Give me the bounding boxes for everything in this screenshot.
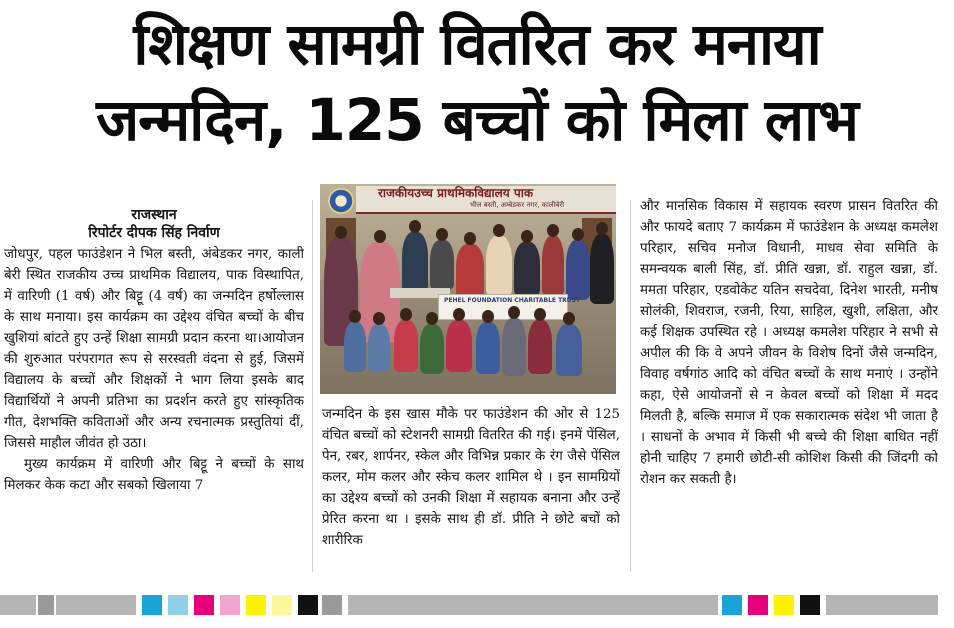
child [394,320,418,372]
headline-line-2: जन्मदिन, 125 बच्चों को मिला लाभ [96,86,858,154]
color-swatch [246,595,266,615]
color-swatch [142,595,162,615]
person [566,240,590,300]
color-swatch [722,595,742,615]
person [590,234,614,304]
child [556,324,582,376]
head [400,308,412,321]
head [335,226,347,239]
person [486,236,512,296]
head [596,222,608,235]
byline-location: राजस्थान [131,207,177,223]
color-swatch [272,595,292,615]
article-column-2 [322,404,620,576]
article-column-1 [4,206,304,576]
color-swatch [194,595,214,615]
byline-reporter: रिपोर्टर दीपक सिंह निर्वाण [88,225,220,241]
child [528,320,552,374]
headline-line-1: शिक्षण सामग्री वितरित कर मनाया [133,10,821,78]
color-swatch [168,595,188,615]
paragraph: जन्मदिन के इस खास मौके पर फाउंडेशन की ओर से 125 वंचित बच्चों को स्टेशनरी सामग्री वितरित की गई। इनमें पेंसिल, पेन, रबर, शार्पनर, स्केल और विभिन्न प्रकार के रंग जैसे पेंसिल कलर, मोम कलर और स्केच कलर शामिल थे । इन सामग्रियों का उद्देश्य बच्चों को उनकी शिक्षा में सहायक बनाना और उन्हें प्रेरित करना था । इसके साथ ही डॉ. प्रीति ने छोटे बचों को शारीरिक [322,407,620,548]
color-swatch [220,595,240,615]
head [534,308,546,321]
head [493,224,505,237]
person [402,232,428,292]
child [420,324,444,374]
head [547,224,559,237]
head [373,312,385,325]
head [482,310,494,323]
color-swatch [0,595,36,615]
child [368,324,390,372]
paragraph: मुख्य कार्यक्रम में वारिणी और बिट्टू ने बच्चों के साथ मिलकर केक कटा और सबको खिलाया 7 [4,457,304,493]
child [476,322,500,374]
head [409,220,421,233]
head [464,232,476,245]
child [446,320,472,372]
color-swatch [56,595,136,615]
color-swatch [774,595,794,615]
person [456,244,484,300]
banner-text: PEHEL FOUNDATION CHARITABLE TRUST [444,297,581,304]
color-swatch [748,595,768,615]
head [508,306,520,319]
color-swatch [322,595,342,615]
head [453,308,465,321]
signboard-text: राजकीयउच्च प्राथमिकविद्यालय पाक [378,186,534,200]
person [514,242,540,296]
paragraph: जोधपुर, पहल फाउंडेशन ने भिल बस्ती, अंबेडकर नगर, काली बेरी स्थित राजकीय उच्च प्राथमिक विद्यालय, पाक विस्थापित, में वारिणी (1 वर्ष) और बिट्टू (4 वर्ष) का जन्मदिन हर्षोल्लास के साथ मनाया। इस कार्यक्रम का उद्देश्य वंचित बच्चों के बीच खुशियां बांटते हुए उन्हें शिक्षा सामग्री प्रदान करना था।आयोजन की शुरुआत परंपरागत रूप से सरस्वती वंदना से हुई, जिसमें विद्यालय के बच्चों और शिक्षकों ने भाग लिया इसके बाद विद्यार्थियों ने अपनी प्रतिभा का प्रदर्शन करते हुए सांस्कृतिक गीत, देशभक्ति कविताओं और अन्य रचनात्मक प्रस्तुतियां दीं, जिससे माहौल जीवंत हो उठा। [4,247,304,451]
head [436,228,448,241]
school-logo-icon [328,188,354,214]
paragraph: और मानसिक विकास में सहायक स्वरण प्रासन वितरित की और फायदे बताए 7 कार्यक्रम में फाउंडेशन के अध्यक्ष कमलेश परिहार, सचिव मनोज विधानी, माधव सेवा समिति के समन्वयक बाली सिंह, डॉ. प्रीति खन्ना, डॉ. राहुल खन्ना, डॉ. ममता परिहार, एडवोकेट यतिन सचदेवा, दिनेश भारती, मनीष सोलंकी, शिवराज, रजनी, रिया, साहिल, खुशी, लक्षिता, और कई शिक्षक उपस्थित रहे । अध्यक्ष कमलेश परिहार ने सभी से अपील की कि वे अपने जीवन के विशेष दिनों जैसे जन्मदिन, विवाह वर्षगांठ आदि को वंचित बच्चों के साथ मनाएं । उन्होंने कहा, ऐसे आयोजनों से न केवल बच्चों को शिक्षा में मदद मिलती है, बल्कि समाज में एक सकारात्मक संदेश भी जाता है । साधनों के अभाव में किसी भी बच्चे की शिक्षा बाधित नहीं होनी चाहिए 7 हमारी छोटी-सी कोशिश किसी की जिंदगी को रोशन कर सकती है। [640,199,938,487]
person [430,240,454,290]
signboard-subtext: भील बस्ती, अम्बेडकर नगर, कालीबेरी [470,201,565,209]
head [572,228,584,241]
color-swatch [348,595,718,615]
head [349,310,361,323]
headline [0,6,954,158]
color-swatch [826,595,938,615]
column-divider [630,200,631,572]
child [502,318,526,376]
article-column-3 [640,196,938,576]
head [563,312,575,325]
column-divider [312,200,313,572]
head [521,230,533,243]
event-photo [320,184,616,394]
head [426,312,438,325]
person [542,236,564,296]
color-swatch [800,595,820,615]
color-swatch [298,595,318,615]
head [374,230,386,243]
color-swatch [38,595,54,615]
child [344,322,366,372]
